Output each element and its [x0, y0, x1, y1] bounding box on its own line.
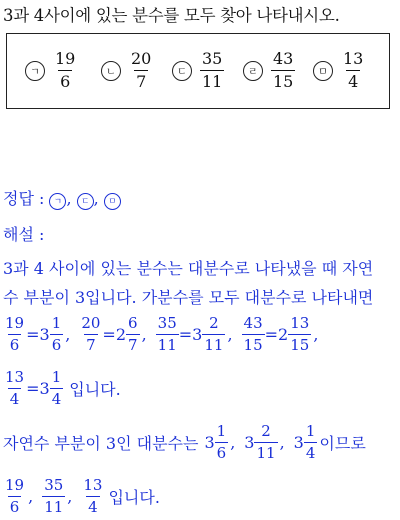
mixed-fraction-line: 자연수 부분이 3인 대분수는 3 $\frac{1}{6}$ , 3 $\frac{2}{11}$ , 3 $\frac{1}{4}$ 이므로	[3, 422, 366, 462]
answer-marker: ㄱ	[49, 193, 66, 210]
final-line: $\frac{19}{6}$ , $\frac{35}{11}$ , $\frac{13}{4}$ 입니다.	[5, 476, 160, 516]
choices-box	[6, 33, 390, 109]
answer-label: 정답 :	[3, 189, 45, 208]
solution-line-2: 수 부분이 3입니다. 가분수를 모두 대분수로 나타내면	[3, 288, 374, 307]
fraction: $\frac{20}{7}$	[131, 49, 152, 91]
answer-marker: ㄷ	[77, 193, 94, 210]
answer-line: 정답 : ㄱ , ㄷ , ㅁ	[3, 186, 121, 210]
choice-marker: ㄱ	[25, 61, 45, 81]
conversion-line-2: $\frac{13}{4}$ = 3 $\frac{1}{4}$ 입니다.	[5, 368, 121, 408]
fraction: $\frac{43}{15}$	[273, 49, 294, 91]
choice-3	[172, 51, 224, 90]
fraction: $\frac{19}{6}$	[55, 49, 76, 91]
solution-line-1: 3과 4 사이에 있는 분수는 대분수로 나타냈을 때 자연	[3, 259, 374, 278]
choice-marker: ㄷ	[172, 61, 192, 81]
solution-label: 해설 :	[3, 225, 45, 244]
choice-marker: ㄹ	[243, 61, 263, 81]
choice-2	[101, 51, 153, 90]
choice-5	[313, 51, 365, 90]
conversion-line-1: $\frac{19}{6}$ = 3 $\frac{1}{6}$ , $\frac{20}{7}$ = 2 $\frac{6}{7}$ , $\frac{35}{11}$ = 3 $\frac{2}{11}$ , $\frac{43}{15}$ = 2 $\frac{13}{15}$ ,	[5, 314, 319, 354]
choice-4	[243, 51, 295, 90]
choice-marker: ㄴ	[101, 61, 121, 81]
choice-1	[25, 51, 77, 90]
answer-marker: ㅁ	[104, 193, 121, 210]
fraction: $\frac{35}{11}$	[202, 49, 223, 91]
question-text: 3과 4사이에 있는 분수를 모두 찾아 나타내시오.	[3, 6, 340, 25]
choice-marker: ㅁ	[313, 61, 333, 81]
fraction: $\frac{13}{4}$	[343, 49, 364, 91]
